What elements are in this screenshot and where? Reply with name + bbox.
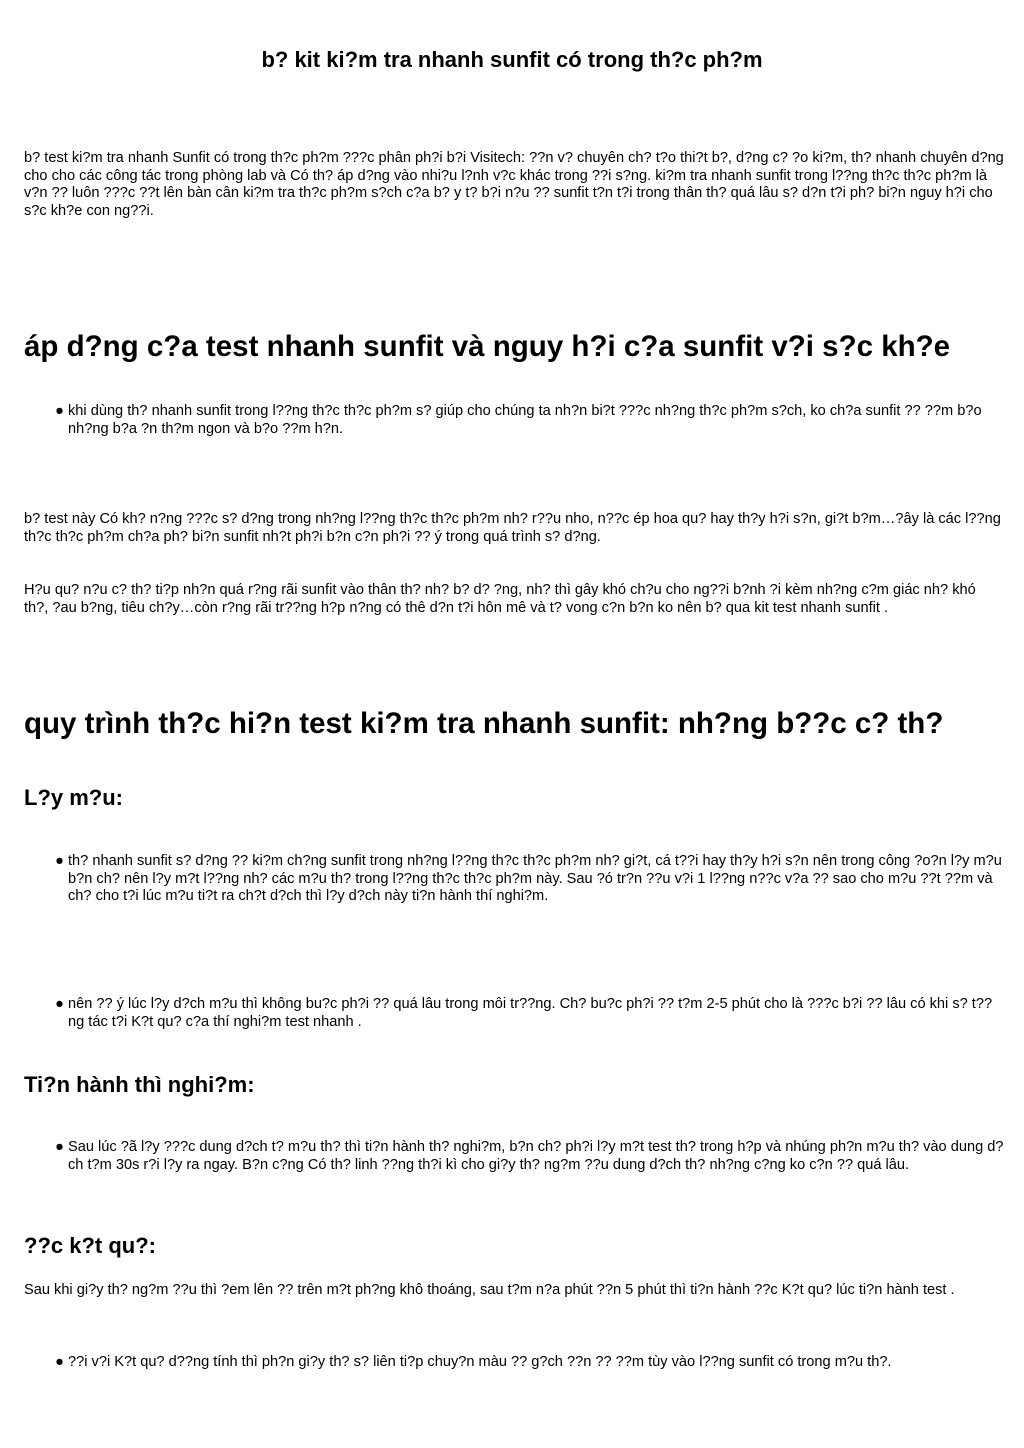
body-paragraph: H?u qu? n?u c? th? ti?p nh?n quá r?ng rãi sunfit vào thân th? nh? b? d? ?ng, nh? thì gây khó ch?u cho ng??i b?nh ?i kèm nh?ng c?m giác nh? khó th?, ?au b?ng, tiêu ch?y…còn r?ng rãi tr??ng h?p n?ng có thê d?n t?i hôn mê và t? vong c?n b?n ko nên b? qua kit test nhanh sunfit . [24, 582, 976, 616]
list-item [24, 853, 1008, 906]
bullet-icon: ● [55, 1354, 64, 1370]
bullet-icon: ● [55, 996, 64, 1012]
intro-paragraph: b? test ki?m tra nhanh Sunfit có trong th?c ph?m ???c phân ph?i b?i Visitech: ??n v? chuyên ch? t?o thi?t b?, d?ng c? ?o ki?m, th? nhanh chuyên d?ng cho cho các công tác trong phòng lab và Có th? áp d?ng vào nhi?u l?nh v?c khác trong ??i s?ng. ki?m tra nhanh sunfit trong l??ng th?c th?c ph?m là v?n ?? luôn ???c ??t lên bàn cân ki?m tra th?c ph?m s?ch c?a b? y t? b?i n?u ?? sunfit t?n t?i trong thân th? quá lâu s? d?n t?i ph? bi?n nguy h?i cho s?c kh?e con ng??i. [24, 150, 1004, 219]
list-item [24, 1139, 1008, 1174]
list-item-text: nên ?? ý lúc l?y d?ch m?u thì không bu?c ph?i ?? quá lâu trong môi tr??ng. Ch? bu?c ph?i ?? t?m 2-5 phút cho là ???c b?i ?? lâu có khi s? t??ng tác t?i K?t qu? c?a thí nghi?m test nhanh . [68, 996, 993, 1030]
section-heading-application: áp d?ng c?a test nhanh sunfit và nguy h?i c?a sunfit v?i s?c kh?e [24, 330, 951, 363]
subheading-testing: Ti?n hành thì nghi?m: [24, 1072, 255, 1097]
list-item [24, 403, 1008, 438]
subheading-reading-results: ??c k?t qu?: [24, 1233, 156, 1258]
subheading-sampling: L?y m?u: [24, 785, 123, 810]
section-heading-procedure: quy trình th?c hi?n test ki?m tra nhanh sunfit: nh?ng b??c c? th? [24, 707, 944, 740]
list-item [24, 996, 1008, 1031]
bullet-icon: ● [55, 853, 64, 869]
list-item-text: th? nhanh sunfit s? d?ng ?? ki?m ch?ng sunfit trong nh?ng l??ng th?c th?c ph?m nh? gi?t, cá t??i hay th?y h?i s?n nên trong công ?o?n l?y m?u b?n ch? nên l?y m?t l??ng nh? các m?u th? trong l??ng th?c th?c ph?m này. Sau ?ó tr?n ??u v?i 1 l??ng n??c v?a ?? sao cho m?u ??t ??m và ch? cho t?i lúc m?u ti?t ra ch?t d?ch thì l?y d?ch này ti?n hành thí nghi?m. [68, 853, 1002, 905]
body-paragraph: b? test này Có kh? n?ng ???c s? d?ng trong nh?ng l??ng th?c th?c ph?m nh? r??u nho, n??c ép hoa qu? hay th?y h?i s?n, gi?t b?m…?ây là các l??ng th?c th?c ph?m ch?a ph? bi?n sunfit nh?t ph?i b?n c?n ph?i ?? ý trong quá trình s? d?ng. [24, 511, 1001, 545]
bullet-icon: ● [55, 1139, 64, 1155]
list-item-text: ??i v?i K?t qu? d??ng tính thì ph?n gi?y th? s? liên ti?p chuy?n màu ?? g?ch ??n ?? ??m tùy vào l??ng sunfit có trong m?u th?. [68, 1354, 892, 1370]
list-item [24, 1354, 1008, 1372]
list-item-text: khi dùng th? nhanh sunfit trong l??ng th?c th?c ph?m s? giúp cho chúng ta nh?n bi?t ???c nh?ng th?c ph?m s?ch, ko ch?a sunfit ?? ??m b?o nh?ng b?a ?n th?m ngon và b?o ??m h?n. [68, 403, 982, 437]
document-title: b? kit ki?m tra nhanh sunfit có trong th?c ph?m [261, 47, 763, 72]
body-paragraph: Sau khi gi?y th? ng?m ??u thì ?em lên ?? trên m?t ph?ng khô thoáng, sau t?m n?a phút ??n 5 phút thì ti?n hành ??c K?t qu? lúc ti?n hành test . [24, 1282, 955, 1298]
list-item-text: Sau lúc ?ã l?y ???c dung d?ch t? m?u th? thì ti?n hành th? nghi?m, b?n ch? ph?i l?y m?t test th? trong h?p và nhúng ph?n m?u th? vào dung d?ch t?m 30s r?i l?y ra ngay. B?n c?ng Có th? linh ??ng th?i kì cho gi?y th? ng?m ??u dung d?ch th? nh?ng c?ng ko c?n ?? quá lâu. [68, 1139, 1004, 1173]
bullet-icon: ● [55, 403, 64, 419]
